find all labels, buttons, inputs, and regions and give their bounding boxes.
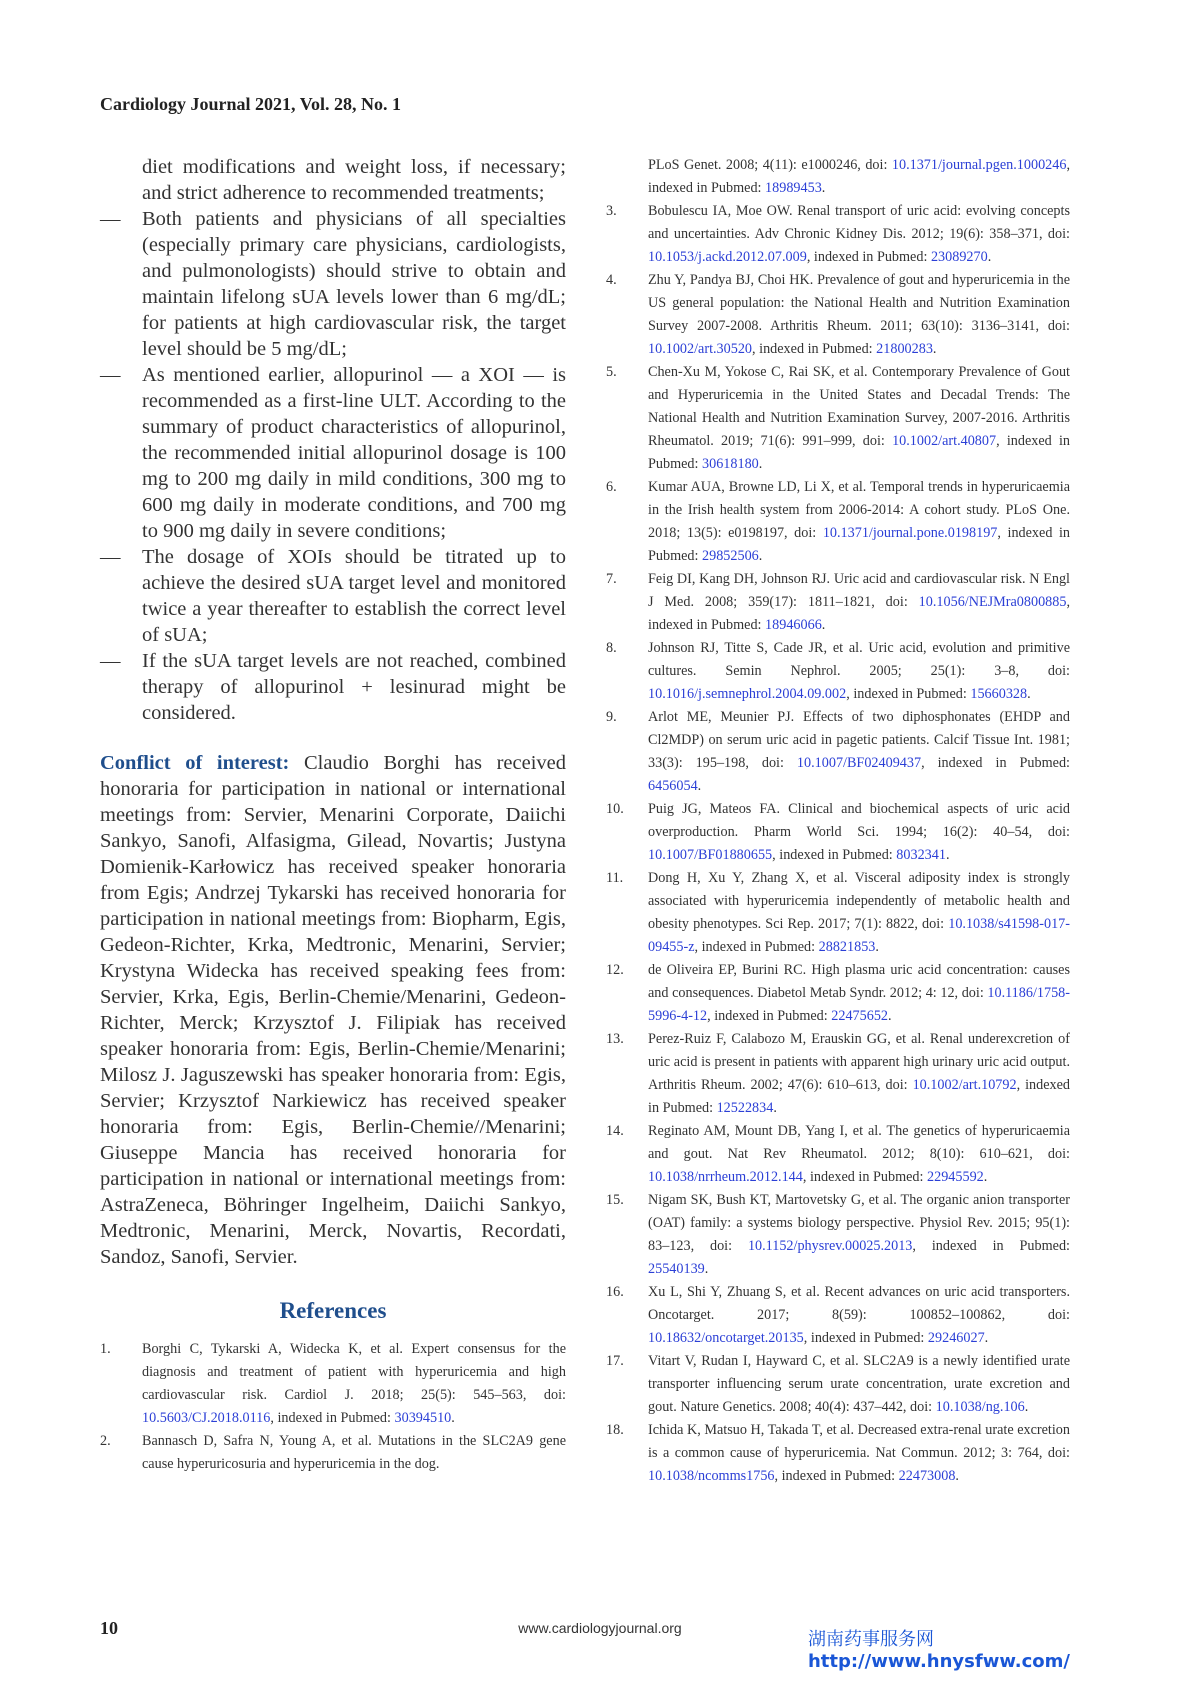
reference-number: 15. <box>606 1192 624 1208</box>
bullet-dash: — <box>100 208 121 230</box>
pubmed-link[interactable]: 18989453 <box>765 180 822 196</box>
reference-item <box>606 200 1070 269</box>
intro-continuation: diet modifications and weight loss, if necessary; and strict adherence to recommended treatments; <box>142 156 566 204</box>
pubmed-link[interactable]: 12522834 <box>716 1100 774 1116</box>
bullet-item <box>100 648 566 726</box>
reference-item <box>100 1338 566 1430</box>
doi-link[interactable]: 10.1007/BF02409437 <box>796 755 922 771</box>
citation: Reginato AM, Mount DB, Yang I, et al. The genetics of hyperuricaemia and gout. Nat Rev Rheumatol. 2012; 8(10): 610–621, doi: <box>648 1123 1070 1162</box>
watermark-url[interactable]: http://www.hnysfww.com/ <box>807 1651 1070 1672</box>
citation: Puig JG, Mateos FA. Clinical and biochemical aspects of uric acid overproduction. Pharm World Sci. 1994; 16(2): 40–54, doi: <box>648 801 1070 840</box>
pubmed-label: , indexed in Pubmed: <box>802 1169 928 1185</box>
reference-continuation <box>606 154 1070 200</box>
reference-number: 9. <box>606 709 617 725</box>
doi-link[interactable]: 10.1007/BF01880655 <box>648 847 773 863</box>
bullet-dash: — <box>100 546 121 568</box>
period: . <box>758 548 763 564</box>
pubmed-link[interactable]: 18946066 <box>765 617 822 633</box>
reference-number: 4. <box>606 272 617 288</box>
reference-text: Bannasch D, Safra N, Young A, et al. Mutations in the SLC2A9 gene cause hyperuricosuria and hyperuricemia in the dog. <box>142 1433 566 1472</box>
pubmed-label: , indexed in Pubmed: <box>912 1238 1070 1254</box>
pubmed-label: , indexed in Pubmed: <box>694 939 819 955</box>
reference-text <box>648 1028 1070 1120</box>
reference-number: 14. <box>606 1123 624 1139</box>
period: . <box>955 1468 959 1484</box>
references-heading: References <box>279 1298 387 1323</box>
reference-item <box>606 1028 1070 1120</box>
reference-item <box>606 1350 1070 1419</box>
pubmed-label: , indexed in Pubmed: <box>648 433 1070 472</box>
pubmed-label: , indexed in Pubmed: <box>648 1077 1070 1116</box>
citation: Xu L, Shi Y, Zhuang S, et al. Recent advances on uric acid transporters. Oncotarget. 2017; 8(59): 100852–100862, doi: <box>648 1284 1070 1323</box>
citation: Zhu Y, Pandya BJ, Choi HK. Prevalence of gout and hyperuricemia in the US general population: the National Health and Nutrition Examination Survey 2007-2008. Arthritis Rheum. 2011; 63(10): 3136–3141, doi: <box>648 272 1070 334</box>
period: . <box>704 1261 709 1277</box>
pubmed-label: , indexed in Pubmed: <box>803 1330 928 1346</box>
pubmed-link[interactable]: 22475652 <box>831 1008 888 1024</box>
doi-link[interactable]: 10.1002/art.10792 <box>912 1077 1017 1093</box>
reference-number: 5. <box>606 364 617 380</box>
reference-number: 6. <box>606 479 617 495</box>
reference-text <box>648 1281 1070 1350</box>
doi-link[interactable]: 10.1371/journal.pgen.1000246 <box>891 157 1067 173</box>
pubmed-label: , indexed in Pubmed: <box>921 755 1070 771</box>
references-list-left <box>100 1338 566 1476</box>
doi-link[interactable]: 10.5603/CJ.2018.0116 <box>142 1410 271 1426</box>
citation: Dong H, Xu Y, Zhang X, et al. Visceral adiposity index is strongly associated with hyperuricemia independently of metabolic health and obesity phenotypes. Sci Rep. 2017; 7(1): 8822, doi: <box>648 870 1070 932</box>
pubmed-label: , indexed in Pubmed: <box>752 341 877 357</box>
period: . <box>984 1330 989 1346</box>
doi-link[interactable]: 10.1038/s41598-017-09455-z <box>648 916 1070 955</box>
footer-url[interactable]: www.cardiologyjournal.org <box>518 1620 682 1636</box>
reference-item <box>100 1430 566 1476</box>
pubmed-label: , indexed in Pubmed: <box>270 1410 395 1426</box>
pubmed-link[interactable]: 28821853 <box>818 939 876 955</box>
citation: Vitart V, Rudan I, Hayward C, et al. SLC2A9 is a newly identified urate transporter influencing serum urate concentration, urate excretion and gout. Nature Genetics. 2008; 40(4): 437–442, doi: <box>648 1353 1070 1415</box>
reference-item <box>606 1419 1070 1488</box>
citation: Chen-Xu M, Yokose C, Rai SK, et al. Contemporary Prevalence of Gout and Hyperuricemia in the United States and Decadal Trends: The National Health and Nutrition Examination Survey, 2007-2016. Arthritis Rheumatol. 2019; 71(6): 991–999, doi: <box>648 364 1070 449</box>
reference-item <box>606 361 1070 476</box>
doi-link[interactable]: 10.18632/oncotarget.20135 <box>648 1330 804 1346</box>
reference-text <box>648 361 1070 476</box>
bullet-dash: — <box>100 650 121 672</box>
citation: Perez-Ruiz F, Calabozo M, Erauskin GG, et al. Renal underexcretion of uric acid is present in patients with apparent high urinary uric acid output. Arthritis Rheum. 2002; 47(6): 610–613, doi: <box>648 1031 1070 1093</box>
pubmed-link[interactable]: 6456054 <box>648 778 698 794</box>
pubmed-link[interactable]: 15660328 <box>970 686 1028 702</box>
bullet-dash: — <box>100 364 121 386</box>
reference-number: 3. <box>606 203 617 219</box>
doi-link[interactable]: 10.1152/physrev.00025.2013 <box>747 1238 913 1254</box>
reference-item <box>606 269 1070 361</box>
citation: de Oliveira EP, Burini RC. High plasma uric acid concentration: causes and consequences. Diabetol Metab Syndr. 2012; 4: 12, doi: <box>648 962 1070 1001</box>
period: . <box>875 939 879 955</box>
pubmed-link[interactable]: 25540139 <box>648 1261 705 1277</box>
reference-item <box>606 959 1070 1028</box>
reference-text <box>648 1189 1070 1281</box>
bullet-text: If the sUA target levels are not reached, combined therapy of allopurinol + lesinurad might be considered. <box>142 650 566 724</box>
watermark-chinese: 湖南药事服务网 <box>807 1629 934 1650</box>
reference-item <box>606 798 1070 867</box>
doi-link[interactable]: 10.1002/art.40807 <box>892 433 997 449</box>
citation: Bobulescu IA, Moe OW. Renal transport of uric acid: evolving concepts and uncertainties. Adv Chronic Kidney Dis. 2012; 19(6): 358–371, doi: <box>648 203 1070 242</box>
reference-item <box>606 476 1070 568</box>
reference-item <box>606 706 1070 798</box>
pubmed-link[interactable]: 22945592 <box>927 1169 984 1185</box>
reference-item <box>606 1281 1070 1350</box>
reference-text <box>648 1350 1070 1419</box>
reference-item <box>606 637 1070 706</box>
pubmed-label: , indexed in Pubmed: <box>806 249 931 265</box>
doi-link[interactable]: 10.1038/nrrheum.2012.144 <box>648 1169 803 1185</box>
pubmed-label: , indexed in Pubmed: <box>772 847 897 863</box>
journal-header: Cardiology Journal 2021, Vol. 28, No. 1 <box>100 94 402 114</box>
period: . <box>451 1410 455 1426</box>
pubmed-label: , indexed in Pubmed: <box>774 1468 899 1484</box>
references-list-right <box>606 200 1070 1488</box>
reference-text <box>648 798 1070 867</box>
left-column <box>100 154 566 1476</box>
reference-number: 10. <box>606 801 624 817</box>
bullet-text: As mentioned earlier, allopurinol — a XOI — is recommended as a first-line ULT. According to the summary of product characteristics of allopurinol, the recommended initial allopurinol dosage is 100 mg to 200 mg daily in mild conditions, 300 mg to 600 mg daily in moderate conditions, and 700 mg to 900 mg daily in severe conditions; <box>142 364 566 542</box>
citation: Johnson RJ, Titte S, Cade JR, et al. Uric acid, evolution and primitive cultures. Semin Nephrol. 2005; 25(1): 3–8, doi: <box>648 640 1070 679</box>
doi-link[interactable]: 10.1038/ncomms1756 <box>648 1468 775 1484</box>
reference-text <box>648 1120 1070 1189</box>
reference-number: 17. <box>606 1353 624 1369</box>
period: . <box>697 778 702 794</box>
bullet-item <box>100 362 566 544</box>
doi-link[interactable]: 10.1002/art.30520 <box>648 341 753 357</box>
pubmed-label: , indexed in Pubmed: <box>846 686 971 702</box>
pubmed-link[interactable]: 8032341 <box>896 847 946 863</box>
citation: Arlot ME, Meunier PJ. Effects of two diphosphonates (EHDP and Cl2MDP) on serum uric acid in pagetic patients. Calcif Tissue Int. 1981; 33(3): 195–198, doi: <box>648 709 1070 771</box>
reference-number: 16. <box>606 1284 624 1300</box>
pubmed-label: , indexed in Pubmed: <box>707 1008 832 1024</box>
doi-link[interactable]: 10.1038/ng.106 <box>935 1399 1025 1415</box>
reference-text <box>648 568 1070 637</box>
reference-text <box>648 476 1070 568</box>
period: . <box>773 1100 777 1116</box>
bullet-item <box>100 206 566 362</box>
bullet-text: Both patients and physicians of all specialties (especially primary care physicians, cardiologists, and pulmonologists) should strive to obtain and maintain lifelong sUA levels lower than 6 mg/dL; for patients at high cardiovascular risk, the target level should be 5 mg/dL; <box>142 208 566 360</box>
reference-item <box>606 867 1070 959</box>
reference-number: 8. <box>606 640 617 656</box>
pubmed-link[interactable]: 30394510 <box>394 1410 452 1426</box>
period: . <box>758 456 763 472</box>
doi-link[interactable]: 10.1056/NEJMra0800885 <box>918 594 1067 610</box>
reference-number: 12. <box>606 962 624 978</box>
period: . <box>888 1008 892 1024</box>
citation: Borghi C, Tykarski A, Widecka K, et al. Expert consensus for the diagnosis and treatment of patient with hyperuricemia and high cardiovascular risk. Cardiol J. 2018; 25(5): 545–563, doi: <box>142 1341 566 1403</box>
reference-text <box>648 959 1070 1028</box>
reference-text <box>648 706 1070 798</box>
reference-text <box>142 1338 566 1430</box>
reference-text <box>648 269 1070 361</box>
period: . <box>821 180 826 196</box>
reference-number: 18. <box>606 1422 624 1438</box>
doi-link[interactable]: 10.1016/j.semnephrol.2004.09.002 <box>648 686 847 702</box>
right-column <box>606 154 1070 1488</box>
period: . <box>1027 686 1031 702</box>
bullet-text: The dosage of XOIs should be titrated up to achieve the desired sUA target level and monitored twice a year thereafter to establish the correct level of sUA; <box>142 546 566 646</box>
pubmed-link[interactable]: 22473008 <box>898 1468 956 1484</box>
reference-number: 11. <box>606 870 624 886</box>
reference-text <box>648 1419 1070 1488</box>
reference-number: 7. <box>606 571 617 587</box>
reference-text <box>648 637 1070 706</box>
pubmed-link[interactable]: 30618180 <box>702 456 759 472</box>
period: . <box>932 341 937 357</box>
pubmed-link[interactable]: 21800283 <box>876 341 933 357</box>
doi-link[interactable]: 10.1371/journal.pone.0198197 <box>822 525 998 541</box>
doi-link[interactable]: 10.1186/1758-5996-4-12 <box>648 985 1070 1024</box>
period: . <box>1024 1399 1029 1415</box>
citation: Feig DI, Kang DH, Johnson RJ. Uric acid and cardiovascular risk. N Engl J Med. 2008; 359(17): 1811–1821, doi: <box>648 571 1070 610</box>
reference-item <box>606 1120 1070 1189</box>
reference-text <box>648 200 1070 269</box>
period: . <box>945 847 950 863</box>
pubmed-label: , indexed in Pubmed: <box>648 525 1071 564</box>
citation: Ichida K, Matsuo H, Takada T, et al. Decreased extra-renal urate excretion is a common cause of hyperuricemia. Nat Commun. 2012; 3: 764, doi: <box>648 1422 1070 1461</box>
page-number: 10 <box>100 1618 118 1638</box>
coi-text: Claudio Borghi has received honoraria for participation in national or international meetings from: Servier, Menarini Corporate, Daiichi Sankyo, Sanofi, Alfasigma, Gilead, Novartis; Justyna Domienik-Karłowicz has received speaker honoraria from Egis; Andrzej Tykarski has received honoraria for participation in national meetings from: Biopharm, Egis, Gedeon-Richter, Krka, Medtronic, Menarini, Servier; Krystyna Widecka has received speaking fees from: Servier, Krka, Egis, Berlin-Chemie/Menarini, Gedeon-Richter, Merck; Krzysztof J. Filipiak has received speaker honoraria from: Egis, Berlin-Chemie/Menarini; Milosz J. Jaguszewski has speaker honoraria from: Egis, Servier; Krzysztof Narkiewicz has received speaker honoraria from: Egis, Berlin-Chemie//Menarini; Giuseppe Mancia has received honoraria for participation in national or international meetings from: AstraZeneca, Böhringer Ingelheim, Daiichi Sankyo, Medtronic, Menarini, Merck, Novartis, Recordati, Sandoz, Sanofi, Servier. <box>100 752 567 1268</box>
reference-number: 1. <box>100 1341 111 1357</box>
reference-item <box>606 568 1070 637</box>
watermark <box>808 1625 1070 1672</box>
coi-label: Conflict of interest: <box>100 752 290 774</box>
period: . <box>987 249 992 265</box>
period: . <box>983 1169 988 1185</box>
citation: Nigam SK, Bush KT, Martovetsky G, et al. The organic anion transporter (OAT) family: a systems biology perspective. Physiol Rev. 2015; 95(1): 83–123, doi: <box>648 1192 1070 1254</box>
reference-number: 13. <box>606 1031 624 1047</box>
doi-link[interactable]: 10.1053/j.ackd.2012.07.009 <box>648 249 807 265</box>
conflict-of-interest <box>100 750 566 1270</box>
bullet-item <box>100 544 566 648</box>
citation: PLoS Genet. 2008; 4(11): e1000246, doi: <box>648 157 892 173</box>
reference-text <box>648 867 1070 959</box>
reference-item <box>606 1189 1070 1281</box>
pubmed-label: , indexed in Pubmed: <box>648 594 1070 633</box>
pubmed-label: , indexed in Pubmed: <box>648 157 1070 196</box>
pubmed-link[interactable]: 29852506 <box>702 548 759 564</box>
citation: Kumar AUA, Browne LD, Li X, et al. Temporal trends in hyperuricaemia in the Irish health system from 2006-2014: A cohort study. PLoS One. 2018; 13(5): e0198197, doi: <box>648 479 1070 541</box>
reference-number: 2. <box>100 1433 111 1449</box>
pubmed-link[interactable]: 29246027 <box>927 1330 985 1346</box>
pubmed-link[interactable]: 23089270 <box>930 249 988 265</box>
period: . <box>821 617 826 633</box>
